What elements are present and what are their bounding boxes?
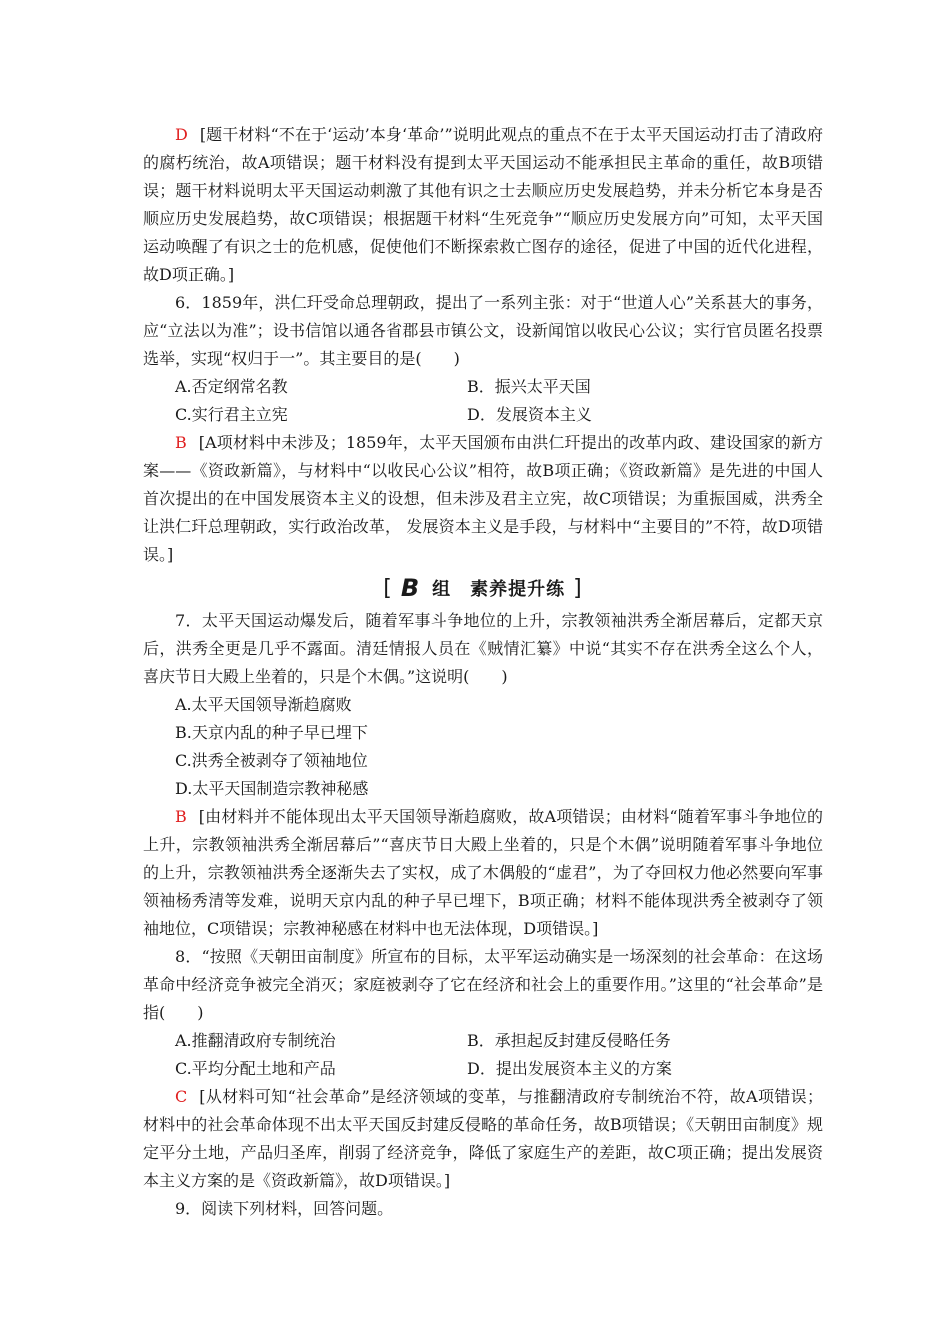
option-d: D．提出发展资本主义的方案 [467,1059,672,1078]
option-d: D.太平天国制造宗教神秘感 [175,779,369,798]
option-b: B.天京内乱的种子早已埋下 [175,723,368,742]
option-a: A.否定纲常名教 [175,377,288,396]
options-row [143,401,823,429]
option-c: C.洪秀全被剥夺了领袖地位 [175,751,368,770]
answer-key: B [175,433,187,452]
question-6: 6．1859年，洪仁玕受命总理朝政，提出了一系列主张：对于“世道人心”关系甚大的事务，应“立法以为准”；设书信馆以通各省郡县市镇公文，设新闻馆以收民心公议；实行官员匿名投票选举，实现“权归于一”。其主要目的是( ) [143,293,823,368]
options-row [143,1027,823,1055]
section-title: 组 素养提升练 [432,579,566,600]
explanation-text: [A项材料中未涉及；1859年，太平天国颁布由洪仁玕提出的改革内政、建设国家的新方案——《资政新篇》，与材料中“以收民心公议”相符，故B项正确；《资政新篇》是先进的中国人首次提出的在中国发展资本主义的设想，但未涉及君主立宪，故C项错误；为重振国威，洪秀全让洪仁玕总理朝政，实行政治改革， 发展资本主义是手段，与材料中“主要目的”不符，故D项错误。] [143,433,823,564]
answer-explanation-q5 [143,121,823,289]
option-b: B．承担起反封建反侵略任务 [467,1031,671,1050]
explanation-text: [题干材料“不在于‘运动’本身‘革命’”说明此观点的重点不在于太平天国运动打击了清政府的腐朽统治，故A项错误；题干材料没有提到太平天国运动不能承担民主革命的重任，故B项错误；题干材料说明太平天国运动刺激了其他有识之士去顺应历史发展趋势，并未分析它本身是否顺应历史发展趋势，故C项错误；根据题干材料“生死竞争”“顺应历史发展方向”可知，太平天国运动唤醒了有识之士的危机感，促使他们不断探索救亡图存的途径，促进了中国的近代化进程，故D项正确。] [143,125,823,284]
option-c: C.实行君主立宪 [175,405,288,424]
option-a: A.太平天国领导渐趋腐败 [175,695,352,714]
explanation-text: [由材料并不能体现出太平天国领导渐趋腐败，故A项错误；由材料“随着军事斗争地位的上升，宗教领袖洪秀全渐居幕后”“喜庆节日大殿上坐着的，只是个木偶”说明随着军事斗争地位的上升，宗教领袖洪秀全逐渐失去了实权，成了木偶般的“虚君”，为了夺回权力他必然要向军事领袖杨秀清等发难，说明天京内乱的种子早已埋下，B项正确；材料不能体现洪秀全被剥夺了领袖地位，C项错误；宗教神秘感在材料中也无法体现，D项错误。] [143,807,823,938]
document-content [143,121,823,1223]
explanation-text: [从材料可知“社会革命”是经济领域的变革，与推翻清政府专制统治不符，故A项错误；材料中的社会革命体现不出太平天国反封建反侵略的革命任务，故B项错误；《天朝田亩制度》规定平分土地，产品归圣库，削弱了经济竞争，降低了家庭生产的差距，故C项正确；提出发展资本主义方案的是《资政新篇》，故D项错误。] [143,1087,823,1190]
answer-key: C [175,1087,188,1106]
answer-key: B [175,807,187,826]
section-heading [143,571,823,605]
option-d: D．发展资本主义 [467,405,592,424]
option-a: A.推翻清政府专制统治 [175,1031,336,1050]
options-row [143,1055,823,1083]
section-bracket-open: [ [383,575,393,601]
option-b: B．振兴太平天国 [467,377,591,396]
question-8: 8．“按照《天朝田亩制度》所宣布的目标，太平军运动确实是一场深刻的社会革命：在这场革命中经济竞争被完全消灭；家庭被剥夺了它在经济和社会上的重要作用。”这里的“社会革命”是指( ) [143,947,823,1022]
question-7: 7．太平天国运动爆发后，随着军事斗争地位的上升，宗教领袖洪秀全渐居幕后，定都天京后，洪秀全更是几乎不露面。清廷情报人员在《贼情汇纂》中说“其实不存在洪秀全这么个人，喜庆节日大殿上坐着的，只是个木偶。”这说明( ) [143,611,823,686]
section-letter: B [400,574,421,602]
options-row [143,373,823,401]
section-bracket-close: ] [573,575,583,601]
answer-key: D [175,125,188,144]
answer-explanation-q7 [143,803,823,943]
question-9: 9．阅读下列材料，回答问题。 [175,1199,394,1218]
answer-explanation-q6 [143,429,823,569]
option-c: C.平均分配土地和产品 [175,1059,336,1078]
answer-explanation-q8 [143,1083,823,1195]
